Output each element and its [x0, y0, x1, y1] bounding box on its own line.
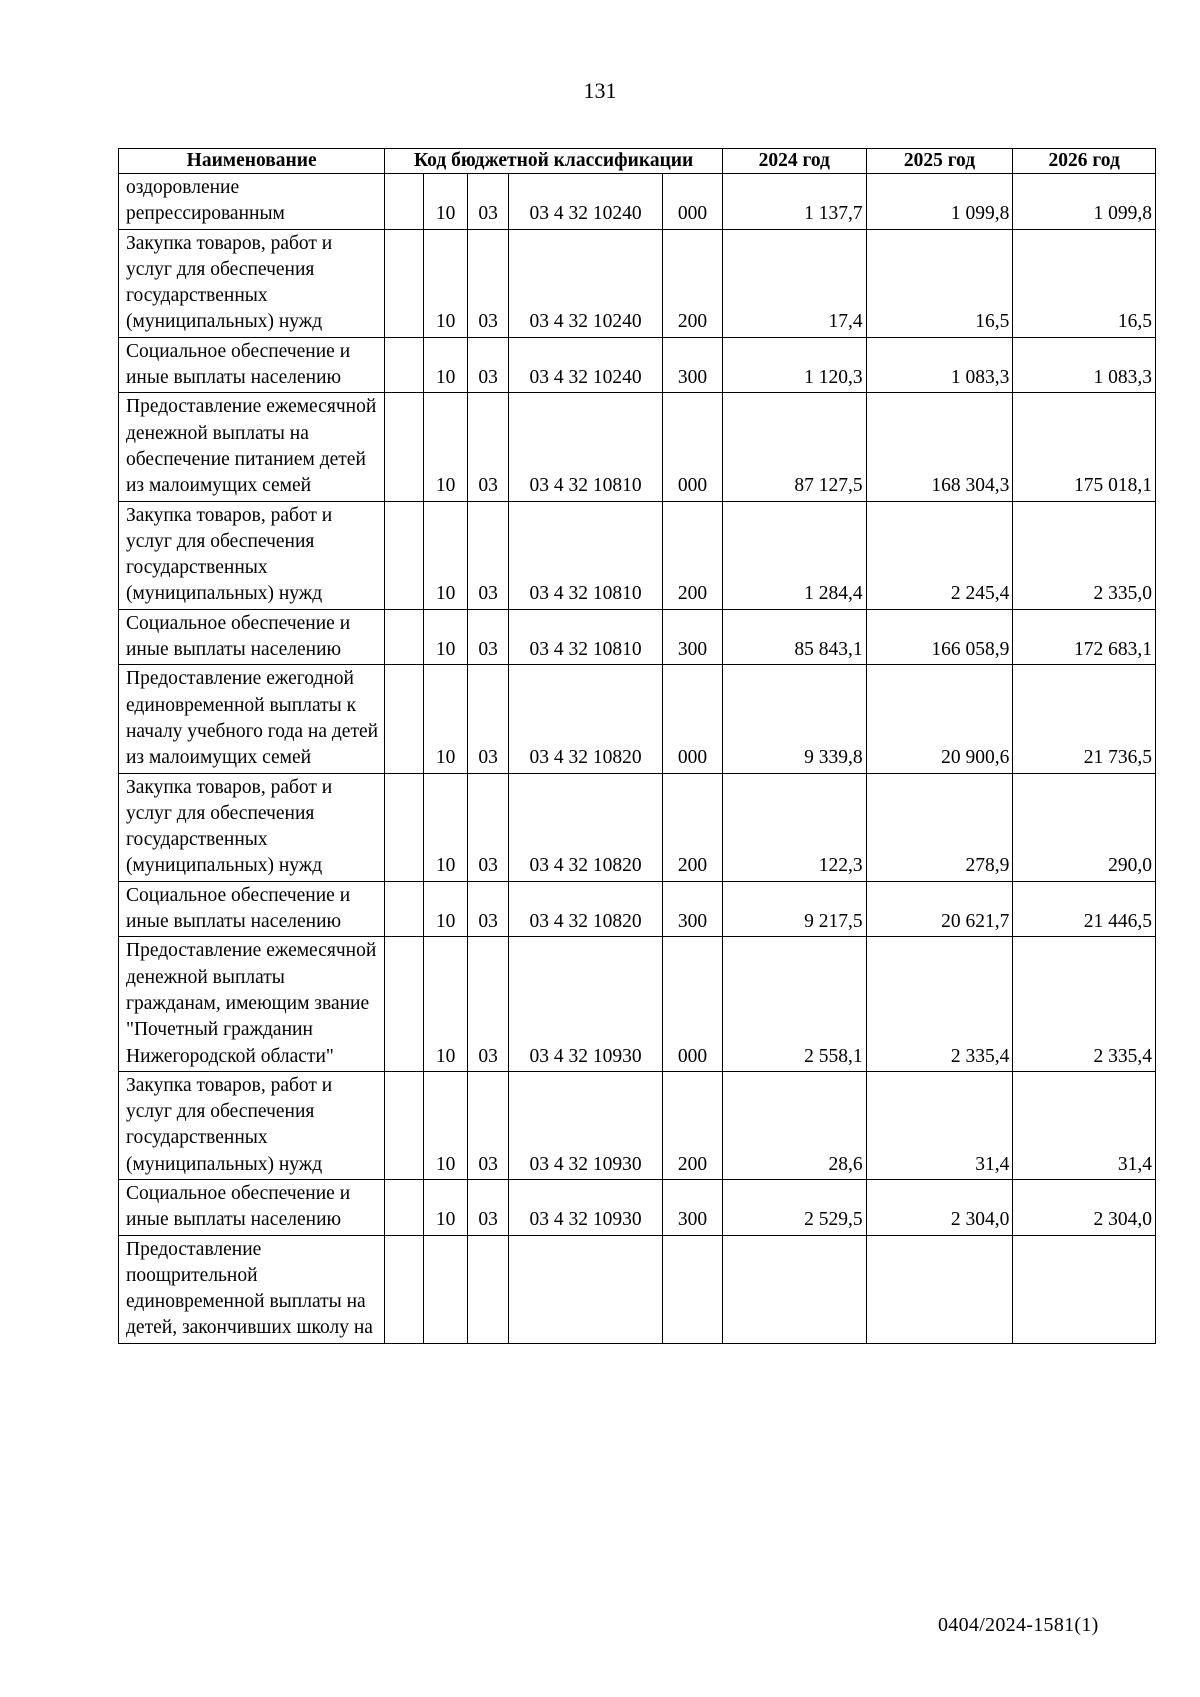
- cell-value-2024: 2 529,5: [722, 1179, 866, 1235]
- cell-value-2026: 172 683,1: [1013, 609, 1156, 665]
- cell-name: Закупка товаров, работ и услуг для обеспечения государственных (муниципальных) нужд: [119, 229, 385, 337]
- cell-code-expense-type: 200: [663, 229, 723, 337]
- header-2024: 2024 год: [722, 149, 866, 174]
- cell-name: Предоставление ежемесячной денежной выплаты гражданам, имеющим звание "Почетный гражданин Нижегородской области": [119, 937, 385, 1071]
- cell-value-2024: 87 127,5: [722, 393, 866, 501]
- cell-code-subsection: 03: [468, 1071, 509, 1179]
- cell-value-2026: 175 018,1: [1013, 393, 1156, 501]
- cell-value-2024: 17,4: [722, 229, 866, 337]
- cell-code-1: [385, 1179, 424, 1235]
- cell-code-subsection: 03: [468, 174, 509, 230]
- cell-value-2026: 1 083,3: [1013, 337, 1156, 393]
- table-row: [119, 773, 1156, 881]
- cell-code-expense-type: 000: [663, 393, 723, 501]
- cell-value-2026: 2 335,0: [1013, 501, 1156, 609]
- header-2025: 2025 год: [866, 149, 1013, 174]
- cell-value-2026: 290,0: [1013, 773, 1156, 881]
- cell-code-section: [424, 1235, 468, 1343]
- table-row: [119, 937, 1156, 1071]
- cell-value-2026: 21 736,5: [1013, 665, 1156, 773]
- cell-code-section: 10: [424, 337, 468, 393]
- cell-code-subsection: 03: [468, 881, 509, 937]
- cell-value-2026: 1 099,8: [1013, 174, 1156, 230]
- cell-code-subsection: 03: [468, 609, 509, 665]
- cell-value-2024: 1 120,3: [722, 337, 866, 393]
- page-number: 131: [583, 78, 617, 103]
- header-row: [119, 149, 1156, 174]
- cell-value-2026: 16,5: [1013, 229, 1156, 337]
- cell-value-2024: 1 137,7: [722, 174, 866, 230]
- cell-code-section: 10: [424, 174, 468, 230]
- cell-code-1: [385, 937, 424, 1071]
- cell-code-target: 03 4 32 10820: [509, 665, 663, 773]
- cell-code-1: [385, 337, 424, 393]
- cell-code-expense-type: 300: [663, 337, 723, 393]
- cell-code-subsection: 03: [468, 773, 509, 881]
- cell-code-1: [385, 501, 424, 609]
- cell-value-2024: 2 558,1: [722, 937, 866, 1071]
- cell-code-subsection: 03: [468, 665, 509, 773]
- table-row: [119, 1071, 1156, 1179]
- document-code: 0404/2024-1581(1): [938, 1614, 1099, 1636]
- cell-code-expense-type: 200: [663, 773, 723, 881]
- cell-value-2025: 20 621,7: [866, 881, 1013, 937]
- table-row: [119, 229, 1156, 337]
- cell-code-section: 10: [424, 937, 468, 1071]
- cell-value-2025: 278,9: [866, 773, 1013, 881]
- cell-code-section: 10: [424, 393, 468, 501]
- cell-name: Социальное обеспечение и иные выплаты населению: [119, 609, 385, 665]
- cell-code-1: [385, 229, 424, 337]
- cell-value-2025: 1 099,8: [866, 174, 1013, 230]
- cell-code-target: 03 4 32 10930: [509, 937, 663, 1071]
- cell-value-2026: 21 446,5: [1013, 881, 1156, 937]
- cell-code-target: 03 4 32 10820: [509, 881, 663, 937]
- cell-name: Предоставление ежемесячной денежной выплаты на обеспечение питанием детей из малоимущих семей: [119, 393, 385, 501]
- cell-code-1: [385, 773, 424, 881]
- table-row: [119, 881, 1156, 937]
- cell-name: Предоставление ежегодной единовременной выплаты к началу учебного года на детей из малоимущих семей: [119, 665, 385, 773]
- cell-code-1: [385, 174, 424, 230]
- cell-value-2024: 1 284,4: [722, 501, 866, 609]
- cell-value-2025: 2 335,4: [866, 937, 1013, 1071]
- table-row: [119, 393, 1156, 501]
- cell-code-section: 10: [424, 881, 468, 937]
- cell-value-2025: 2 304,0: [866, 1179, 1013, 1235]
- cell-code-subsection: 03: [468, 937, 509, 1071]
- cell-code-1: [385, 609, 424, 665]
- cell-code-1: [385, 1071, 424, 1179]
- cell-code-target: 03 4 32 10930: [509, 1179, 663, 1235]
- cell-code-target: 03 4 32 10810: [509, 609, 663, 665]
- table-row: [119, 665, 1156, 773]
- cell-code-subsection: 03: [468, 229, 509, 337]
- header-code: Код бюджетной классификации: [385, 149, 723, 174]
- cell-code-subsection: 03: [468, 337, 509, 393]
- cell-code-target: 03 4 32 10240: [509, 337, 663, 393]
- cell-name: Закупка товаров, работ и услуг для обеспечения государственных (муниципальных) нужд: [119, 1071, 385, 1179]
- cell-code-section: 10: [424, 609, 468, 665]
- cell-code-target: 03 4 32 10820: [509, 773, 663, 881]
- cell-value-2025: 166 058,9: [866, 609, 1013, 665]
- cell-value-2024: 9 217,5: [722, 881, 866, 937]
- cell-value-2024: 85 843,1: [722, 609, 866, 665]
- cell-name: Закупка товаров, работ и услуг для обеспечения государственных (муниципальных) нужд: [119, 773, 385, 881]
- cell-value-2025: 168 304,3: [866, 393, 1013, 501]
- cell-value-2026: [1013, 1235, 1156, 1343]
- cell-code-expense-type: 000: [663, 937, 723, 1071]
- cell-code-target: 03 4 32 10810: [509, 393, 663, 501]
- cell-code-target: 03 4 32 10240: [509, 174, 663, 230]
- cell-name: Социальное обеспечение и иные выплаты населению: [119, 337, 385, 393]
- cell-code-expense-type: 200: [663, 501, 723, 609]
- cell-name: Предоставление поощрительной единовременной выплаты на детей, закончивших школу на: [119, 1235, 385, 1343]
- cell-code-target: 03 4 32 10810: [509, 501, 663, 609]
- cell-name: Социальное обеспечение и иные выплаты населению: [119, 881, 385, 937]
- cell-value-2025: 2 245,4: [866, 501, 1013, 609]
- cell-value-2025: 31,4: [866, 1071, 1013, 1179]
- header-name: Наименование: [119, 149, 385, 174]
- cell-name: Социальное обеспечение и иные выплаты населению: [119, 1179, 385, 1235]
- cell-code-target: [509, 1235, 663, 1343]
- cell-value-2024: [722, 1235, 866, 1343]
- cell-value-2026: 31,4: [1013, 1071, 1156, 1179]
- cell-code-1: [385, 665, 424, 773]
- cell-code-section: 10: [424, 501, 468, 609]
- cell-code-target: 03 4 32 10240: [509, 229, 663, 337]
- table-row: [119, 501, 1156, 609]
- table-row: [119, 337, 1156, 393]
- cell-code-subsection: [468, 1235, 509, 1343]
- cell-code-target: 03 4 32 10930: [509, 1071, 663, 1179]
- cell-code-1: [385, 1235, 424, 1343]
- cell-code-expense-type: 000: [663, 174, 723, 230]
- cell-code-expense-type: [663, 1235, 723, 1343]
- cell-value-2026: 2 335,4: [1013, 937, 1156, 1071]
- cell-code-section: 10: [424, 665, 468, 773]
- cell-value-2026: 2 304,0: [1013, 1179, 1156, 1235]
- cell-value-2024: 9 339,8: [722, 665, 866, 773]
- cell-code-expense-type: 000: [663, 665, 723, 773]
- table-row: [119, 1235, 1156, 1343]
- cell-code-section: 10: [424, 773, 468, 881]
- cell-value-2024: 28,6: [722, 1071, 866, 1179]
- cell-code-1: [385, 881, 424, 937]
- cell-code-expense-type: 300: [663, 881, 723, 937]
- table-row: [119, 609, 1156, 665]
- cell-code-1: [385, 393, 424, 501]
- table-row: [119, 174, 1156, 230]
- cell-code-subsection: 03: [468, 393, 509, 501]
- cell-code-subsection: 03: [468, 501, 509, 609]
- cell-value-2025: 20 900,6: [866, 665, 1013, 773]
- cell-code-expense-type: 300: [663, 1179, 723, 1235]
- cell-value-2025: [866, 1235, 1013, 1343]
- budget-table: [118, 148, 1156, 1344]
- header-2026: 2026 год: [1013, 149, 1156, 174]
- cell-code-section: 10: [424, 1071, 468, 1179]
- cell-name: Закупка товаров, работ и услуг для обеспечения государственных (муниципальных) нужд: [119, 501, 385, 609]
- cell-code-section: 10: [424, 1179, 468, 1235]
- cell-name: оздоровление репрессированным: [119, 174, 385, 230]
- cell-value-2024: 122,3: [722, 773, 866, 881]
- table-row: [119, 1179, 1156, 1235]
- cell-value-2025: 1 083,3: [866, 337, 1013, 393]
- cell-code-expense-type: 300: [663, 609, 723, 665]
- cell-code-expense-type: 200: [663, 1071, 723, 1179]
- cell-code-subsection: 03: [468, 1179, 509, 1235]
- cell-code-section: 10: [424, 229, 468, 337]
- cell-value-2025: 16,5: [866, 229, 1013, 337]
